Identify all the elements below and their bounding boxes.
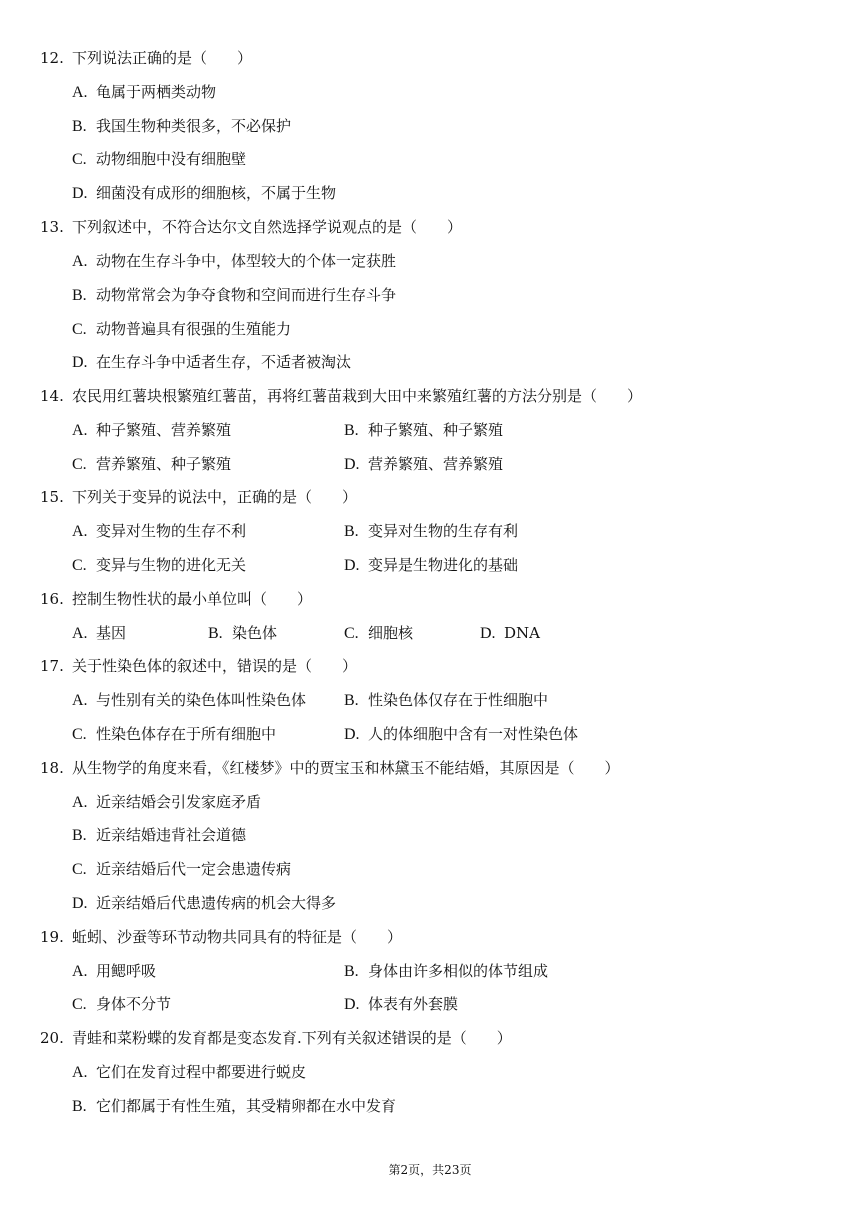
option-letter: B. [72, 1098, 87, 1115]
option-letter: C. [344, 625, 359, 642]
option-text: 基因 [96, 624, 127, 642]
option [72, 182, 336, 204]
question-stem: 下列叙述中，不符合达尔文自然选择学说观点的是（ ） [72, 218, 463, 236]
option-letter: C. [72, 321, 87, 338]
question-stem: 下列说法正确的是（ ） [72, 49, 253, 67]
option [72, 791, 261, 813]
option-letter: B. [72, 287, 87, 304]
option [344, 993, 458, 1015]
option [344, 622, 413, 644]
option-letter: A. [72, 253, 88, 270]
question-number: 12. [40, 49, 64, 67]
option-text: 动物常常会为争夺食物和空间而进行生存斗争 [96, 286, 397, 304]
option-text: 种子繁殖、种子繁殖 [368, 421, 504, 439]
option [72, 960, 156, 982]
option-text: 染色体 [232, 624, 278, 642]
option [72, 115, 291, 137]
option-text: 近亲结婚后代患遗传病的机会大得多 [96, 894, 337, 912]
option-letter: C. [72, 996, 87, 1013]
option-letter: A. [72, 84, 88, 101]
option-letter: D. [480, 625, 496, 642]
option-text: 动物普遍具有很强的生殖能力 [96, 320, 292, 338]
option-letter: B. [344, 963, 359, 980]
option [344, 723, 578, 745]
option-letter: B. [208, 625, 223, 642]
question-number: 15. [40, 488, 64, 506]
option-text: 细胞核 [368, 624, 414, 642]
option [72, 892, 336, 914]
option-letter: A. [72, 625, 88, 642]
option-letter: B. [344, 692, 359, 709]
option [344, 689, 548, 711]
question-20 [40, 1027, 512, 1049]
option-text: 近亲结婚会引发家庭矛盾 [96, 793, 262, 811]
option-text: 营养繁殖、种子繁殖 [96, 455, 232, 473]
question-number: 19. [40, 928, 64, 946]
option-text: 变异对生物的生存不利 [96, 522, 247, 540]
option-letter: A. [72, 794, 88, 811]
option-text: 它们在发育过程中都要进行蜕皮 [96, 1063, 307, 1081]
option-text: 体表有外套膜 [368, 995, 459, 1013]
option-letter: B. [72, 827, 87, 844]
page-footer: 第2页，共23页 [388, 1163, 472, 1177]
option-letter: B. [344, 422, 359, 439]
question-number: 14. [40, 387, 64, 405]
option-text: 人的体细胞中含有一对性染色体 [368, 725, 579, 743]
option-text: 营养繁殖、营养繁殖 [368, 455, 504, 473]
question-number: 16. [40, 590, 64, 608]
option-letter: D. [344, 726, 360, 743]
question-number: 17. [40, 657, 64, 675]
option-letter: C. [72, 557, 87, 574]
option-letter: B. [344, 523, 359, 540]
option [72, 148, 246, 170]
option [72, 520, 246, 542]
question-number: 18. [40, 759, 64, 777]
option-text: 性染色体仅存在于性细胞中 [368, 691, 549, 709]
option [72, 824, 246, 846]
option [480, 622, 540, 644]
question-stem: 农民用红薯块根繁殖红薯苗，再将红薯苗栽到大田中来繁殖红薯的方法分别是（ ） [72, 387, 643, 405]
option-text: 与性别有关的染色体叫性染色体 [96, 691, 307, 709]
question-number: 13. [40, 218, 64, 236]
option-text: 在生存斗争中适者生存，不适者被淘汰 [96, 353, 352, 371]
option-text: 种子繁殖、营养繁殖 [96, 421, 232, 439]
option [72, 284, 396, 306]
option-text: 性染色体存在于所有细胞中 [96, 725, 277, 743]
option [72, 1095, 396, 1117]
option-letter: C. [72, 151, 87, 168]
option-text: 我国生物种类很多，不必保护 [96, 117, 292, 135]
option-text: 细菌没有成形的细胞核，不属于生物 [96, 184, 337, 202]
option-text: 龟属于两栖类动物 [96, 83, 217, 101]
option-letter: C. [72, 861, 87, 878]
option-letter: C. [72, 456, 87, 473]
option-text: 动物在生存斗争中，体型较大的个体一定获胜 [96, 252, 397, 270]
question-13 [40, 216, 462, 238]
question-14 [40, 385, 642, 407]
question-17 [40, 655, 357, 677]
question-12 [40, 47, 252, 69]
option-text: 身体不分节 [96, 995, 172, 1013]
option-letter: D. [72, 185, 88, 202]
option-letter: C. [72, 726, 87, 743]
option [72, 993, 171, 1015]
option [72, 318, 291, 340]
option-letter: A. [72, 1064, 88, 1081]
option-letter: A. [72, 422, 88, 439]
option-letter: B. [72, 118, 87, 135]
option-text: 变异与生物的进化无关 [96, 556, 247, 574]
option [72, 622, 126, 644]
option-text: 近亲结婚后代一定会患遗传病 [96, 860, 292, 878]
question-15 [40, 486, 357, 508]
option-text: 动物细胞中没有细胞壁 [96, 150, 247, 168]
option-letter: D. [344, 557, 360, 574]
option-letter: A. [72, 692, 88, 709]
option-text: 身体由许多相似的体节组成 [368, 962, 549, 980]
option-text: 近亲结婚违背社会道德 [96, 826, 247, 844]
option-text: 用鳃呼吸 [96, 962, 157, 980]
option [72, 419, 231, 441]
option [72, 351, 351, 373]
option-letter: D. [72, 354, 88, 371]
question-stem: 从生物学的角度来看，《红楼梦》中的贾宝玉和林黛玉不能结婚，其原因是（ ） [72, 759, 620, 777]
option-letter: D. [72, 895, 88, 912]
question-number: 20. [40, 1029, 64, 1047]
option [72, 453, 231, 475]
option [208, 622, 277, 644]
option [72, 858, 291, 880]
option [344, 960, 548, 982]
option [72, 554, 246, 576]
option [344, 520, 518, 542]
option-text: 它们都属于有性生殖，其受精卵都在水中发育 [96, 1097, 397, 1115]
option-letter: A. [72, 523, 88, 540]
question-stem: 青蛙和菜粉蝶的发育都是变态发育.下列有关叙述错误的是（ ） [72, 1029, 512, 1047]
option [344, 453, 503, 475]
question-19 [40, 926, 402, 948]
option-letter: A. [72, 963, 88, 980]
option [72, 250, 396, 272]
question-18 [40, 757, 620, 779]
option [344, 419, 503, 441]
question-stem: 下列关于变异的说法中，正确的是（ ） [72, 488, 358, 506]
option [72, 689, 306, 711]
question-stem: 控制生物性状的最小单位叫（ ） [72, 590, 313, 608]
question-stem: 蚯蚓、沙蚕等环节动物共同具有的特征是（ ） [72, 928, 403, 946]
option [344, 554, 518, 576]
option-letter: D. [344, 996, 360, 1013]
question-stem: 关于性染色体的叙述中，错误的是（ ） [72, 657, 358, 675]
option-text: 变异对生物的生存有利 [368, 522, 519, 540]
option [72, 81, 216, 103]
option [72, 723, 276, 745]
option-letter: D. [344, 456, 360, 473]
option-text: 变异是生物进化的基础 [368, 556, 519, 574]
option [72, 1061, 306, 1083]
option-text: DNA [504, 624, 540, 642]
question-16 [40, 588, 312, 610]
